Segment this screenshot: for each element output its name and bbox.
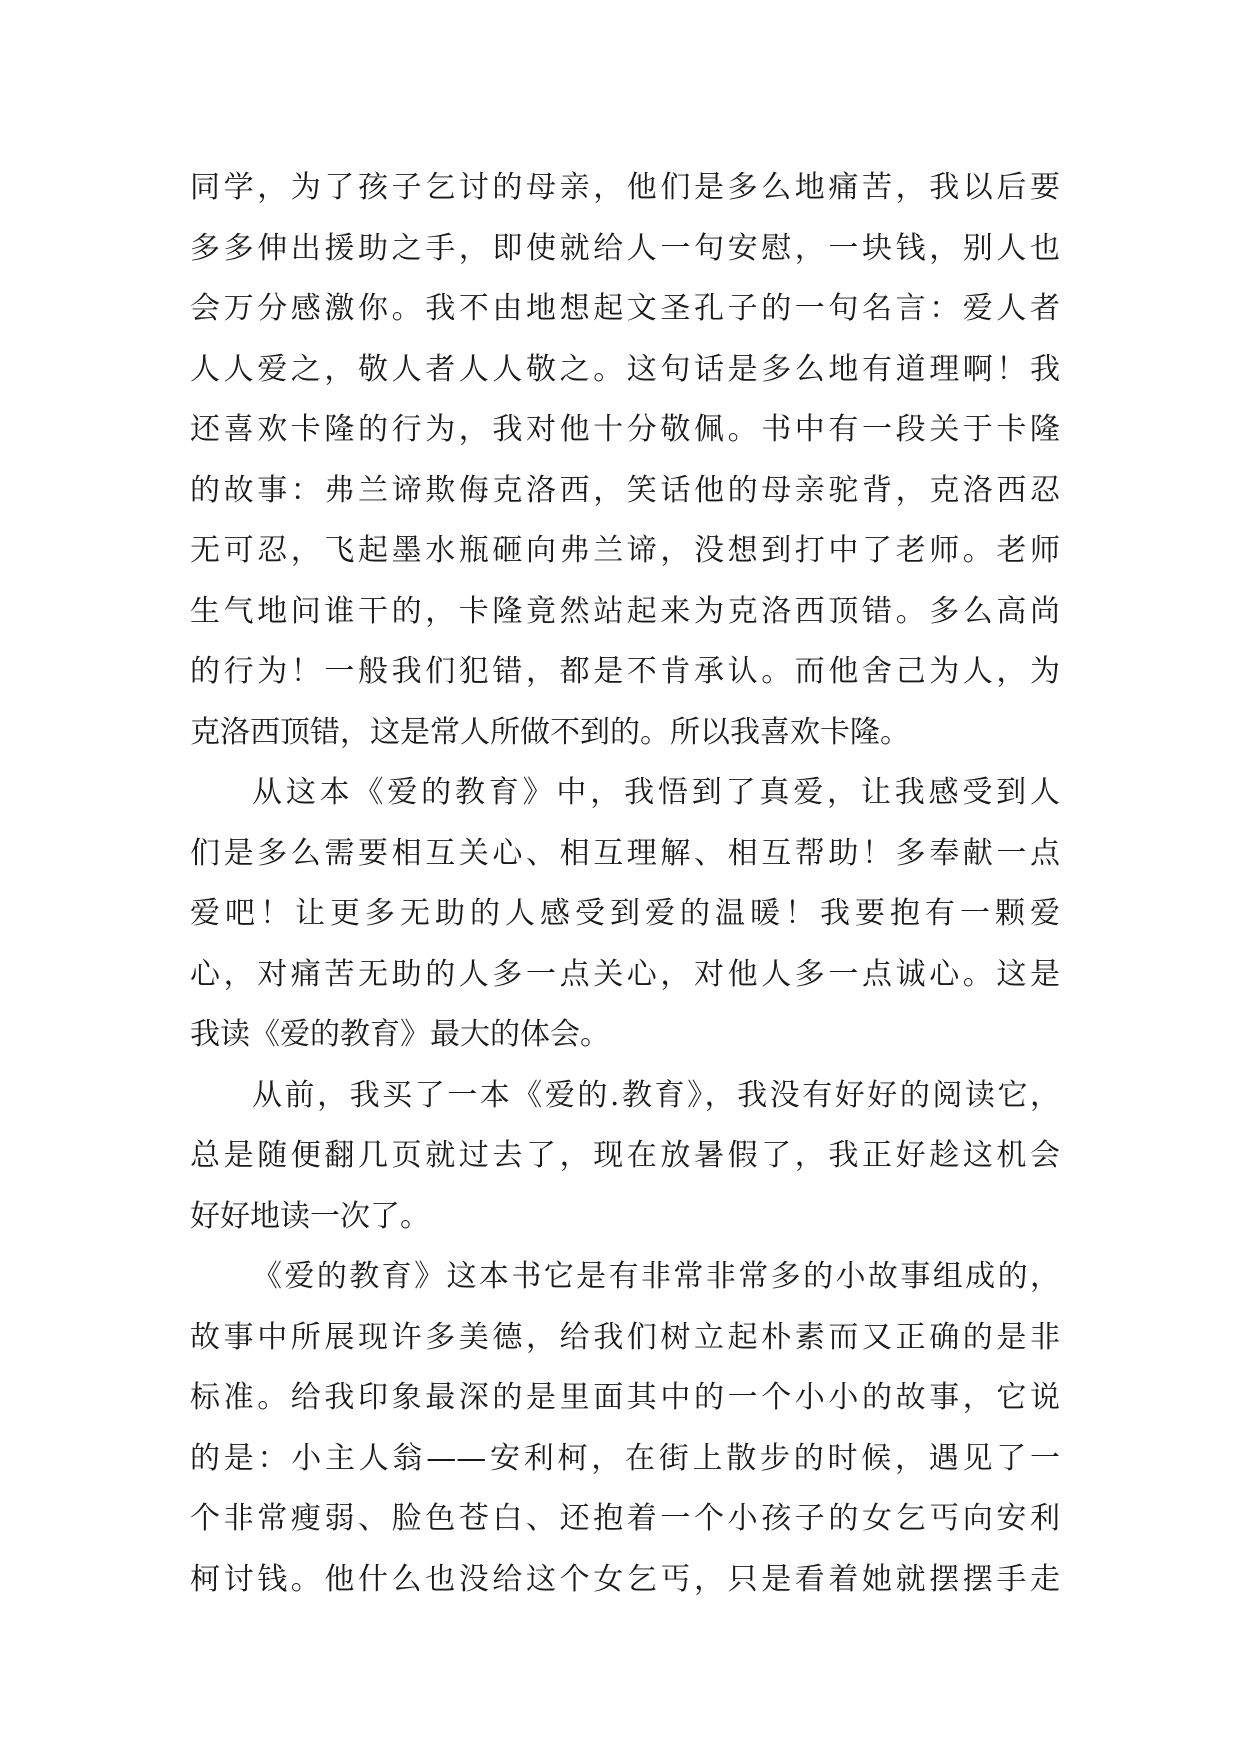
paragraph-first-line: 从这本《爱的教育》中，我悟到了真爱，让我感受到人 [252, 775, 1060, 810]
text-line: 标准。给我印象最深的是里面其中的一个小小的故事，它说 [190, 1380, 1060, 1415]
paragraph-first-line: 从前，我买了一本《爱的.教育》，我没有好好的阅读它， [252, 1077, 1060, 1113]
text-line: 总是随便翻几页就过去了，现在放暑假了，我正好趁这机会 [190, 1138, 1060, 1173]
text-line: 还喜欢卡隆的行为，我对他十分敬佩。书中有一段关于卡隆 [190, 412, 1060, 447]
text-line: 多多伸出援助之手，即使就给人一句安慰，一块钱，别人也 [190, 230, 1060, 266]
text-line: 生气地问谁干的，卡隆竟然站起来为克洛西顶错。多么高尚 [190, 593, 1060, 629]
paragraph-first-line: 《爱的教育》这本书它是有非常非常多的小故事组成的， [252, 1259, 1060, 1294]
text-line: 的故事：弗兰谛欺侮克洛西，笑话他的母亲驼背，克洛西忍 [190, 472, 1060, 508]
text-line: 会万分感激你。我不由地想起文圣孔子的一句名言：爱人者 [190, 291, 1060, 326]
text-line: 们是多么需要相互关心、相互理解、相互帮助！多奉献一点 [190, 835, 1060, 871]
text-line: 的是：小主人翁——安利柯，在街上散步的时候，遇见了一 [190, 1440, 1060, 1476]
text-line: 柯讨钱。他什么也没给这个女乞丐，只是看着她就摆摆手走 [190, 1561, 1060, 1597]
paragraph-last-line: 好好地读一次了。 [190, 1198, 430, 1234]
text-line: 心，对痛苦无助的人多一点关心，对他人多一点诚心。这是 [190, 956, 1060, 992]
text-line: 人人爱之，敬人者人人敬之。这句话是多么地有道理啊！我 [190, 351, 1060, 387]
body-text [190, 158, 1060, 1610]
text-line: 无可忍，飞起墨水瓶砸向弗兰谛，没想到打中了老师。老师 [190, 533, 1060, 568]
paragraph-last-line: 我读《爱的教育》最大的体会。 [190, 1017, 610, 1052]
text-line: 同学，为了孩子乞讨的母亲，他们是多么地痛苦，我以后要 [190, 170, 1060, 205]
paragraph-last-line: 克洛西顶错，这是常人所做不到的。所以我喜欢卡隆。 [190, 714, 910, 750]
text-line: 爱吧！让更多无助的人感受到爱的温暖！我要抱有一颗爱 [190, 896, 1060, 931]
text-line: 的行为！一般我们犯错，都是不肯承认。而他舍己为人，为 [190, 654, 1060, 689]
text-line: 个非常瘦弱、脸色苍白、还抱着一个小孩子的女乞丐向安利 [190, 1501, 1060, 1536]
text-line: 故事中所展现许多美德，给我们树立起朴素而又正确的是非 [190, 1319, 1060, 1355]
